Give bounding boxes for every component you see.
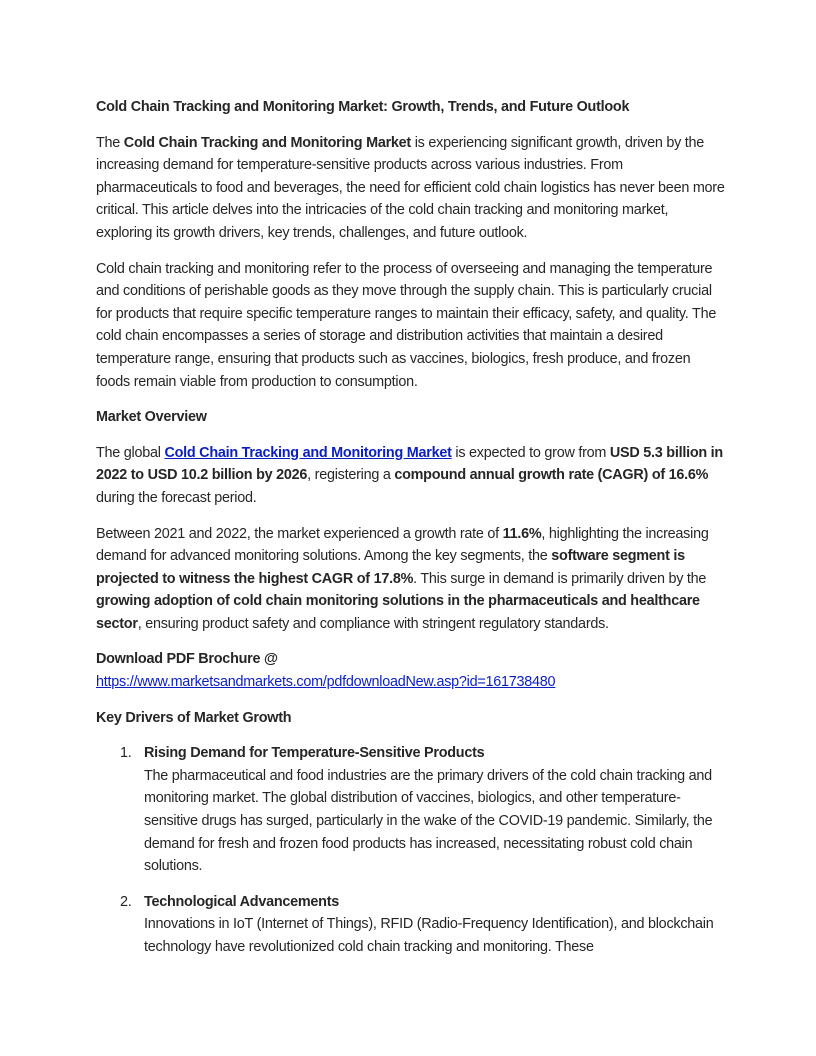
mo-p2-software-segment: software segment is projected to witness the highest CAGR of 17.8% (96, 548, 685, 587)
intro-text-1: The (96, 134, 124, 151)
mo-p2-growth-rate: 11.6% (502, 525, 542, 542)
mo-p2-text-1: Between 2021 and 2022, the market experienced a growth rate of (96, 525, 503, 542)
key-drivers-list (96, 742, 726, 958)
download-section (96, 648, 726, 693)
list-item-number: 2. (120, 893, 132, 910)
document-page (96, 96, 726, 972)
download-pdf-link[interactable]: https://www.marketsandmarkets.com/pdfdownloadNew.asp?id=161738480 (96, 674, 556, 691)
market-overview-paragraph-2 (96, 523, 726, 636)
intro-paragraph (96, 132, 726, 245)
intro-text-2: is experiencing significant growth, driven by the increasing demand for temperature-sensitive products across various industries. From pharmaceuticals to food and beverages, the need for efficient cold chain logistics has never been more critical. This article delves into the intricacies of the cold chain tracking and monitoring market, exploring its growth drivers, key trends, challenges, and future outlook. (96, 134, 725, 241)
key-drivers-heading: Key Drivers of Market Growth (96, 709, 292, 726)
list-item-number: 1. (120, 745, 132, 762)
mo-p2-text-2: , highlighting the increasing demand for advanced monitoring solutions. Among the key segments, the (96, 525, 709, 565)
mo-p1-text-1: The global (96, 444, 165, 461)
mo-p1-cagr: compound annual growth rate (CAGR) of 16.6% (394, 467, 709, 484)
list-item-title: Technological Advancements (144, 893, 340, 910)
list-item-body: Innovations in IoT (Internet of Things), RFID (Radio-Frequency Identification), and blockchain technology have revolutionized cold chain tracking and monitoring. These (144, 916, 714, 955)
mo-p1-market-size: USD 5.3 billion in 2022 to USD 10.2 billion by 2026 (96, 444, 723, 484)
download-label: Download PDF Brochure @ (96, 651, 278, 668)
mo-p2-text-3: . This surge in demand is primarily driven by the (413, 570, 707, 587)
definition-paragraph: Cold chain tracking and monitoring refer to the process of overseeing and managing the temperature and conditions of perishable goods as they move through the supply chain. This is particularly crucial for products that require specific temperature ranges to maintain their efficacy, safety, and quality. The cold chain encompasses a series of storage and distribution activities that maintain a desired temperature range, ensuring that products such as vaccines, biologics, fresh produce, and frozen foods remain viable from production to consumption. (96, 260, 717, 390)
intro-bold-market-name: Cold Chain Tracking and Monitoring Market (123, 134, 411, 151)
mo-p2-adoption: growing adoption of cold chain monitoring solutions in the pharmaceuticals and healthcare sector (96, 593, 700, 632)
market-report-link[interactable]: Cold Chain Tracking and Monitoring Market (164, 444, 452, 461)
list-item-body: The pharmaceutical and food industries are the primary drivers of the cold chain tracking and monitoring market. The global distribution of vaccines, biologics, and other temperature-sensitive drugs has surged, particularly in the wake of the COVID-19 pandemic. Similarly, the demand for fresh and frozen food products has increased, necessitating robust cold chain solutions. (144, 767, 713, 875)
list-item (96, 742, 726, 878)
market-overview-heading: Market Overview (96, 409, 207, 426)
market-overview-paragraph-1 (96, 442, 726, 510)
mo-p1-text-2: is expected to grow from (451, 444, 610, 461)
mo-p1-text-4: during the forecast period. (96, 489, 257, 506)
document-title: Cold Chain Tracking and Monitoring Market: Growth, Trends, and Future Outlook (96, 99, 630, 115)
list-item-title: Rising Demand for Temperature-Sensitive Products (144, 745, 485, 762)
mo-p2-text-4: , ensuring product safety and compliance with stringent regulatory standards. (137, 615, 609, 632)
list-item (96, 891, 726, 959)
mo-p1-text-3: , registering a (307, 467, 395, 484)
